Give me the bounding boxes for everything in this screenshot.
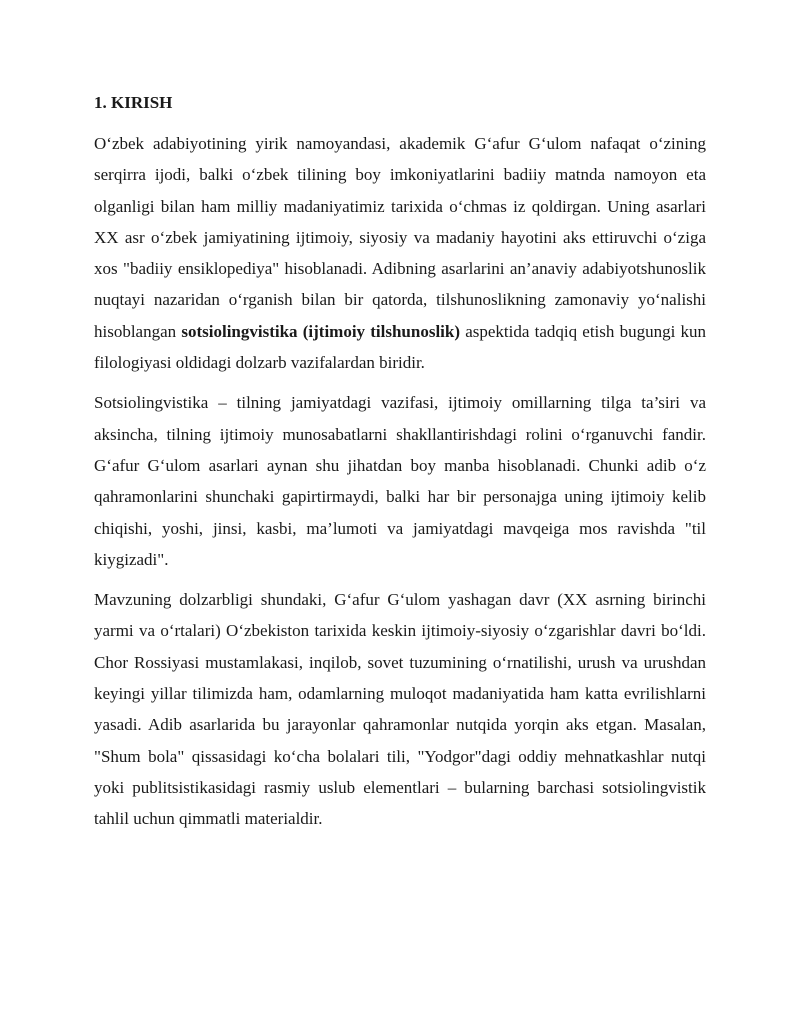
paragraph-introduction	[94, 128, 706, 378]
bold-term: sotsiolingvistika (ijtimoiy tilshunoslik)	[181, 321, 461, 341]
paragraph-relevance: Mavzuning dolzarbligi shundaki, G‘afur G‘ulom yashagan davr (XX asrning birinchi yarmi va o‘rtalari) O‘zbekiston tarixida keskin ijtimoiy-siyosiy o‘zgarishlar davri bo‘ldi. Chor Rossiyasi mustamlakasi, inqilob, sovet tuzumining o‘rnatilishi, urush va urushdan keyingi yillar tilimizda ham, odamlarning muloqot madaniyatida ham katta evrilishlarni yasadi. Adib asarlarida bu jarayonlar qahramonlar nutqida yorqin aks etgan. Masalan, "Shum bola" qissasidagi ko‘cha bolalari tili, "Yodgor"dagi oddiy mehnatkashlar nutqi yoki publitsistikasidagi rasmiy uslub elementlari – bularning barchasi sotsiolingvistik tahlil uchun qimmatli materialdir.	[94, 590, 706, 829]
paragraph-text: aspektida tadqiq etish bugungi kun filologiyasi oldidagi dolzarb vazifalardan biridir.	[94, 321, 706, 373]
paragraph-sociolinguistics-definition: Sotsiolingvistika – tilning jamiyatdagi vazifasi, ijtimoiy omillarning tilga ta’siri va aksincha, tilning ijtimoiy munosabatlarni shakllantirishdagi rolini o‘rganuvchi fandir. G‘afur G‘ulom asarlari aynan shu jihatdan boy manba hisoblanadi. Chunki adib o‘z qahramonlarini shunchaki gapirtirmaydi, balki har bir personajga uning ijtimoiy kelib chiqishi, yoshi, jinsi, kasbi, ma’lumoti va jamiyatdagi mavqeiga mos ravishda "til kiygizadi".	[94, 393, 706, 569]
document-page	[94, 92, 706, 844]
section-heading: 1. KIRISH	[94, 93, 173, 112]
paragraph-text: O‘zbek adabiyotining yirik namoyandasi, akademik G‘afur G‘ulom nafaqat o‘zining serqirra ijodi, balki o‘zbek tilining boy imkoniyatlarini badiiy matnda namoyon eta olganligi bilan ham milliy madaniyatimiz tarixida o‘chmas iz qoldirgan. Uning asarlari XX asr o‘zbek jamiyatining ijtimoiy, siyosiy va madaniy hayotini aks ettiruvchi o‘ziga xos "badiiy ensiklopediya" hisoblanadi. Adibning asarlarini an’anaviy adabiyotshunoslik nuqtayi nazaridan o‘rganish bilan bir qatorda, tilshunoslikning zamonaviy yo‘nalishi hisoblangan	[94, 134, 706, 341]
